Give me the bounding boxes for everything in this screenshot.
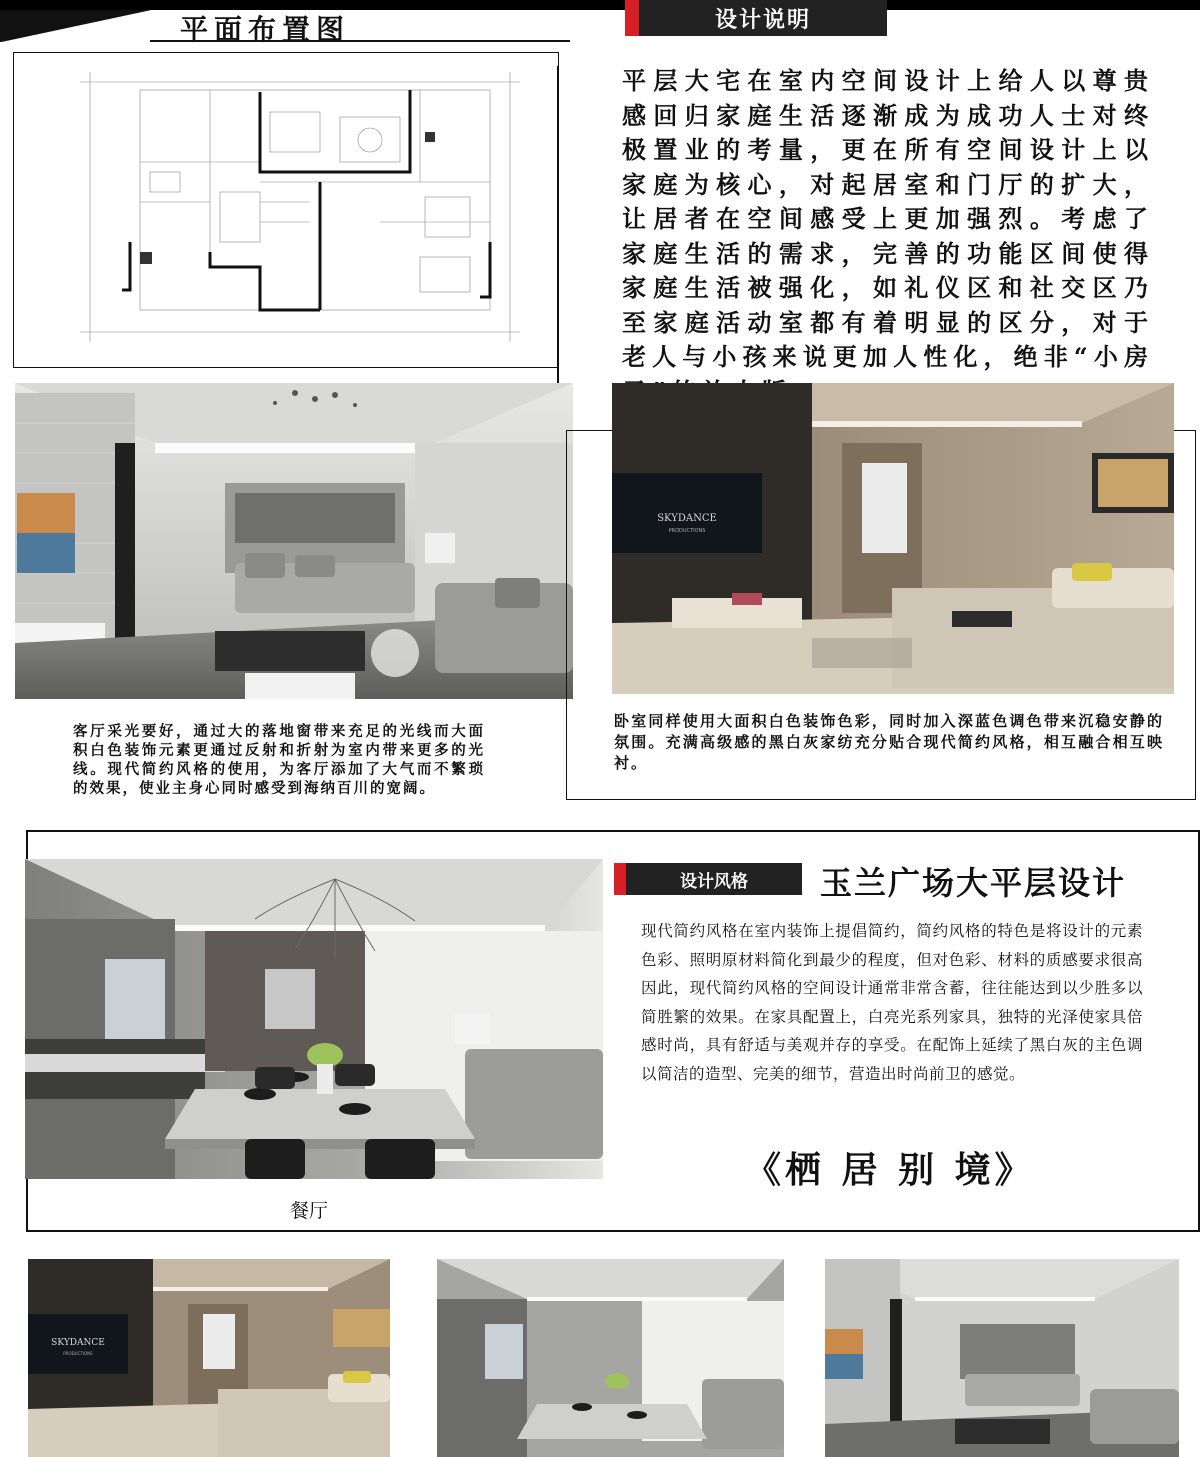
dining-room-photo [25,859,603,1179]
tv-sub-text: PRODUCTIONS [668,528,706,534]
style-description: 现代简约风格在室内装饰上提倡简约，简约风格的特色是将设计的元素色彩、照明原材料简化到最少的程度，但对色彩、材料的质感要求很高因此，现代简约风格的空间设计通常非常含蓄，往往能达到以少胜多以简胜繁的效果。在家具配置上，白亮光系列家具，独特的光泽使家具倍感时尚，具有舒适与美观并存的享受。在配饰上延续了黑白灰的主色调以简洁的造型、完美的细节，营造出时尚前卫的感觉。 [641,922,1143,1083]
living-room-caption: 客厅采光要好，通过大的落地窗带来充足的光线而大面积白色装饰元素更通过反射和折射为室内带来更多的光线。现代简约风格的使用，为客厅添加了大气而不繁琐的效果，使业主身心同时感受到海纳百川的宽阔。 [73,723,485,797]
design-intro-heading: 设计说明 [639,0,887,36]
thumbnail-dining [437,1259,784,1457]
thumbnail-living [825,1259,1179,1457]
header-wedge [0,10,150,42]
design-intro-tag [625,0,887,36]
bedroom-photo [612,383,1174,694]
style-tag [614,863,802,895]
thumb1-brand: SKYDANCE [51,1338,105,1348]
thumb1-sub: PRODUCTIONS [63,1351,93,1356]
tv-brand-text: SKYDANCE [657,513,717,524]
floor-plan-drawing [80,72,520,342]
plan-frame-ext-line [557,66,559,400]
style-tag-label: 设计风格 [626,863,802,895]
plan-title: 平面布置图 [180,13,351,46]
bedroom-caption: 卧室同样使用大面积白色装饰色彩，同时加入深蓝色调色带来沉稳安静的氛围。充满高级感的黑白灰家纺充分贴合现代简约风格，相互融合相互映衬。 [614,712,1164,772]
design-intro-text: 平层大宅在室内空间设计上给人以尊贵感回归家庭生活逐渐成为成功人士对终极置业的考量，更在所有空间设计上以家庭为核心，对起居室和门厅的扩大，让居者在空间感受上更加强烈。考虑了家庭生活的需求，完善的功能区间使得家庭生活被强化，如礼仪区和社交区乃至家庭活动室都有着明显的区分，对于老人与小孩来说更加人性化，绝非“小房 [622,66,1154,371]
slogan: 《栖 居 别 境》 [745,1150,1035,1191]
thumbnail-bedroom [28,1259,390,1457]
project-title: 玉兰广场大平层设计 [820,864,1127,902]
living-room-photo [15,383,573,699]
style-tag-accent [614,863,626,895]
tag-accent [625,0,639,36]
dining-label: 餐厅 [290,1200,329,1222]
